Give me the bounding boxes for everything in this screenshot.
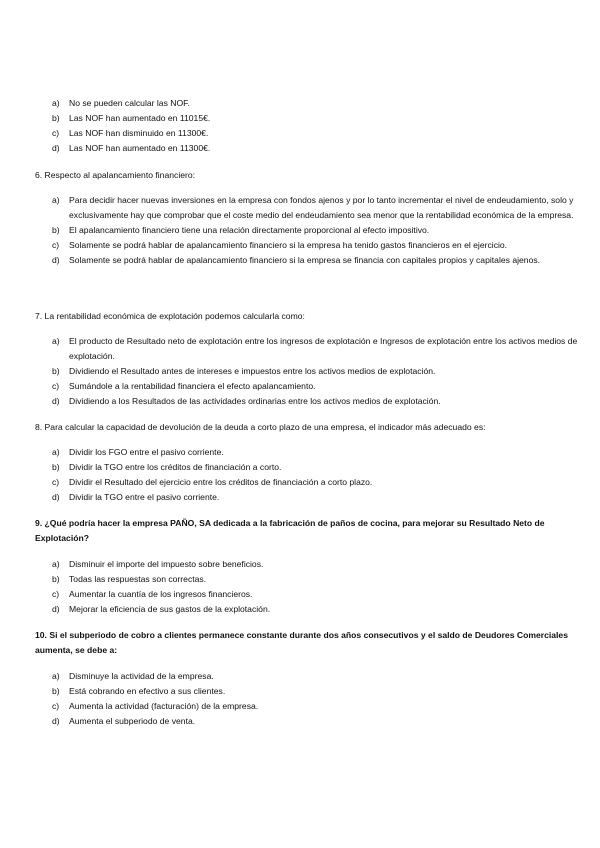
option-text: Aumenta el subperiodo de venta. — [69, 716, 196, 726]
option-item — [52, 557, 584, 572]
option-item — [52, 111, 584, 126]
option-text: Disminuir el importe del impuesto sobre beneficios. — [69, 559, 264, 569]
option-item — [52, 238, 584, 253]
option-item — [52, 126, 584, 141]
option-letter: d) — [52, 604, 60, 614]
option-item — [52, 684, 584, 699]
option-letter: d) — [52, 255, 60, 265]
option-letter: b) — [52, 366, 60, 376]
option-item — [52, 334, 584, 364]
option-item — [52, 253, 584, 268]
option-text: Sumándole a la rentabilidad financiera el efecto apalancamiento. — [69, 381, 316, 391]
q5-options — [52, 96, 584, 156]
option-text: Dividir los FGO entre el pasivo corriente. — [69, 447, 224, 457]
option-item — [52, 714, 584, 729]
option-text: Dividir el Resultado del ejercicio entre los créditos de financiación a corto plazo. — [69, 477, 373, 487]
option-text: Aumenta la actividad (facturación) de la empresa. — [69, 701, 259, 711]
option-item — [52, 460, 584, 475]
option-item — [52, 572, 584, 587]
option-item — [52, 193, 584, 223]
option-item — [52, 223, 584, 238]
option-text: Todas las respuestas son correctas. — [69, 574, 207, 584]
option-item — [52, 379, 584, 394]
option-letter: b) — [52, 113, 60, 123]
question-9-title: 9. ¿Qué podría hacer la empresa PAÑO, SA dedicada a la fabricación de paños de cocina, para mejorar su Resultado Neto de Explotación? — [35, 518, 545, 543]
option-letter: c) — [52, 477, 60, 487]
option-letter: b) — [52, 686, 60, 696]
option-text: El apalancamiento financiero tiene una relación directamente proporcional al efecto impositivo. — [69, 225, 430, 235]
option-item — [52, 587, 584, 602]
option-item — [52, 445, 584, 460]
question-6-title: 6. Respecto al apalancamiento financiero: — [35, 170, 196, 180]
option-letter: c) — [52, 240, 60, 250]
q10-options — [52, 669, 584, 729]
option-item — [52, 699, 584, 714]
option-item — [52, 141, 584, 156]
option-letter: c) — [52, 128, 60, 138]
option-text: Dividir la TGO entre los créditos de financiación a corto. — [69, 462, 282, 472]
option-letter: a) — [52, 671, 60, 681]
option-text: Las NOF han aumentado en 11015€. — [69, 113, 211, 123]
q8-options — [52, 445, 584, 505]
option-text: Solamente se podrá hablar de apalancamiento financiero si la empresa se financia con capitales propios y capitales ajenos. — [69, 255, 541, 265]
option-item — [52, 490, 584, 505]
option-text: Dividir la TGO entre el pasivo corriente. — [69, 492, 220, 502]
question-10-title: 10. Si el subperiodo de cobro a clientes permanece constante durante dos años consecutivos y el saldo de Deudores Comerciales aumenta, se debe a: — [35, 630, 568, 655]
option-letter: a) — [52, 559, 60, 569]
option-text: Las NOF han disminuido en 11300€. — [69, 128, 209, 138]
option-letter: d) — [52, 492, 60, 502]
option-letter: c) — [52, 589, 60, 599]
q6-options — [52, 193, 584, 268]
option-letter: a) — [52, 447, 60, 457]
option-letter: a) — [52, 98, 60, 108]
option-item — [52, 394, 584, 409]
option-text: Para decidir hacer nuevas inversiones en la empresa con fondos ajenos y por lo tanto incrementar el nivel de endeudamiento, solo y exclusivamente hay que comprobar que el coste medio del endeudamiento sea menor que la rentabilidad económica de la empresa. — [69, 195, 574, 220]
q9-options — [52, 557, 584, 617]
option-text: Dividiendo el Resultado antes de intereses e impuestos entre los activos medios de explotación. — [69, 366, 436, 376]
option-letter: c) — [52, 701, 60, 711]
option-text: No se pueden calcular las NOF. — [69, 98, 190, 108]
q7-options — [52, 334, 584, 409]
option-text: Aumentar la cuantía de los ingresos financieros. — [69, 589, 253, 599]
option-item — [52, 364, 584, 379]
option-letter: b) — [52, 462, 60, 472]
option-text: Las NOF han aumentado en 11300€. — [69, 143, 211, 153]
option-letter: d) — [52, 716, 60, 726]
option-letter: b) — [52, 574, 60, 584]
option-item — [52, 602, 584, 617]
question-8-title: 8. Para calcular la capacidad de devolución de la deuda a corto plazo de una empresa, el indicador más adecuado es: — [35, 422, 486, 432]
option-text: Dividiendo a los Resultados de las actividades ordinarias entre los activos medios de explotación. — [69, 396, 441, 406]
option-text: El producto de Resultado neto de explotación entre los ingresos de explotación e Ingresos de explotación entre los activos medios de explotación. — [69, 336, 578, 361]
option-letter: a) — [52, 195, 60, 205]
option-item — [52, 669, 584, 684]
option-text: Mejorar la eficiencia de sus gastos de la explotación. — [69, 604, 271, 614]
question-7-title: 7. La rentabilidad económica de explotación podemos calcularla como: — [35, 311, 305, 321]
option-text: Solamente se podrá hablar de apalancamiento financiero si la empresa ha tenido gastos financieros en el ejercicio. — [69, 240, 508, 250]
option-letter: b) — [52, 225, 60, 235]
option-item — [52, 96, 584, 111]
option-letter: a) — [52, 336, 60, 346]
option-text: Está cobrando en efectivo a sus clientes. — [69, 686, 226, 696]
option-letter: c) — [52, 381, 60, 391]
option-text: Disminuye la actividad de la empresa. — [69, 671, 214, 681]
option-item — [52, 475, 584, 490]
option-letter: d) — [52, 396, 60, 406]
option-letter: d) — [52, 143, 60, 153]
